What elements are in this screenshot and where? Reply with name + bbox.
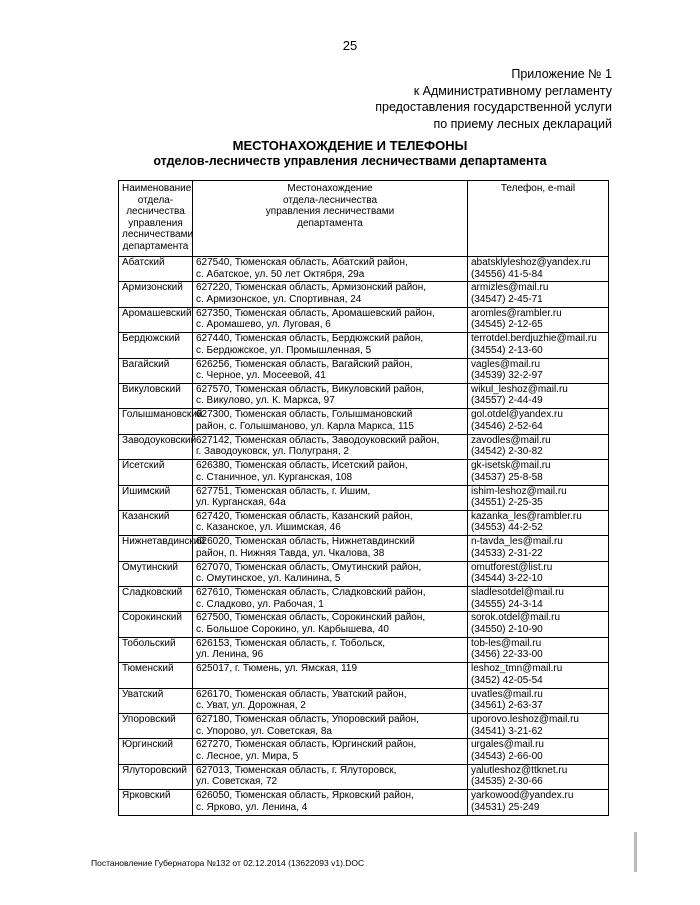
office-address-cell bbox=[193, 434, 468, 459]
office-contact-cell bbox=[468, 510, 609, 535]
office-phone: (34537) 25-8-58 bbox=[471, 471, 543, 483]
office-contact-cell bbox=[468, 333, 609, 358]
office-name: Ишимский bbox=[122, 485, 171, 497]
address-line: 627070, Тюменская область, Омутинский район, bbox=[196, 561, 422, 573]
address-line: ул. Курганская, 64а bbox=[196, 497, 286, 509]
office-address-cell bbox=[193, 460, 468, 485]
office-phone: (34547) 2-45-71 bbox=[471, 293, 543, 305]
office-contact-cell bbox=[468, 714, 609, 739]
office-contact-cell bbox=[468, 663, 609, 688]
annex-header bbox=[292, 66, 612, 132]
address-line: г. Заводоуковск, ул. Полуграня, 2 bbox=[196, 446, 349, 458]
office-phone: (34551) 2-25-35 bbox=[471, 497, 543, 509]
office-email: zavodles@mail.ru bbox=[471, 434, 551, 446]
office-address-cell bbox=[193, 257, 468, 282]
office-name-cell bbox=[119, 333, 193, 358]
address-line: 627420, Тюменская область, Казанский район, bbox=[196, 510, 413, 522]
office-email: uvatles@mail.ru bbox=[471, 688, 543, 700]
office-name: Бердюжский bbox=[122, 333, 180, 345]
address-line: 627180, Тюменская область, Упоровский район, bbox=[196, 714, 419, 726]
table-row bbox=[119, 561, 609, 586]
office-address-cell bbox=[193, 485, 468, 510]
table-row bbox=[119, 764, 609, 789]
document-title: МЕСТОНАХОЖДЕНИЕ И ТЕЛЕФОНЫ bbox=[232, 138, 468, 153]
office-contact-cell bbox=[468, 409, 609, 434]
office-name-cell bbox=[119, 663, 193, 688]
table-row bbox=[119, 409, 609, 434]
table-row bbox=[119, 612, 609, 637]
header-location bbox=[193, 181, 468, 257]
address-line: с. Упорово, ул. Советская, 8а bbox=[196, 725, 332, 737]
address-line: ул. Ленина, 96 bbox=[196, 649, 264, 661]
header-line: Телефон, e-mail bbox=[500, 183, 576, 194]
office-phone: (34553) 44-2-52 bbox=[471, 522, 543, 534]
address-line: 626170, Тюменская область, Уватский район, bbox=[196, 688, 407, 700]
office-name-cell bbox=[119, 460, 193, 485]
table-row bbox=[119, 688, 609, 713]
office-name-cell bbox=[119, 510, 193, 535]
address-line: 627270, Тюменская область, Юргинский район, bbox=[196, 739, 417, 751]
office-email: yalutleshoz@ttknet.ru bbox=[471, 764, 568, 776]
table-row bbox=[119, 663, 609, 688]
address-line: ул. Советская, 72 bbox=[196, 776, 278, 788]
office-contact-cell bbox=[468, 536, 609, 561]
office-name-cell bbox=[119, 688, 193, 713]
office-email: ishim-leshoz@mail.ru bbox=[471, 485, 567, 497]
office-email: n-tavda_les@mail.ru bbox=[471, 536, 563, 548]
address-line: с. Большое Сорокино, ул. Карбышева, 40 bbox=[196, 623, 389, 635]
table-row bbox=[119, 739, 609, 764]
address-line: 627500, Тюменская область, Сорокинский район, bbox=[196, 612, 426, 624]
office-name: Упоровский bbox=[122, 714, 176, 726]
office-contact-cell bbox=[468, 688, 609, 713]
header-line: Местонахождение bbox=[287, 183, 373, 194]
address-line: 626050, Тюменская область, Ярковский район, bbox=[196, 790, 414, 802]
office-email: uporovo.leshoz@mail.ru bbox=[471, 714, 579, 726]
address-line: район, п. Нижняя Тавда, ул. Чкалова, 38 bbox=[196, 547, 385, 559]
address-line: район, с. Голышманово, ул. Карла Маркса, 115 bbox=[196, 420, 414, 432]
header-line: отдела-лесничества bbox=[283, 194, 377, 206]
office-email: urgales@mail.ru bbox=[471, 739, 544, 751]
page-number: 25 bbox=[342, 38, 358, 53]
address-line: с. Лесное, ул. Мира, 5 bbox=[196, 750, 299, 762]
office-email: tob-les@mail.ru bbox=[471, 637, 542, 649]
annex-line-3: предоставления государственной услуги bbox=[375, 100, 612, 114]
office-name-cell bbox=[119, 790, 193, 815]
office-contact-cell bbox=[468, 561, 609, 586]
table-row bbox=[119, 637, 609, 662]
office-email: sorok.otdel@mail.ru bbox=[471, 612, 561, 624]
address-line: с. Сладково, ул. Рабочая, 1 bbox=[196, 598, 324, 610]
office-email: omutforest@list.ru bbox=[471, 561, 553, 573]
office-name: Вагайский bbox=[122, 358, 170, 370]
office-name: Юргинский bbox=[122, 739, 173, 751]
office-name-cell bbox=[119, 282, 193, 307]
office-address-cell bbox=[193, 764, 468, 789]
office-address-cell bbox=[193, 282, 468, 307]
address-line: 627610, Тюменская область, Сладковский район, bbox=[196, 587, 426, 599]
address-line: 627350, Тюменская область, Аромашевский район, bbox=[196, 307, 435, 319]
office-name: Тюменский bbox=[122, 663, 174, 675]
office-email: yarkowood@yandex.ru bbox=[471, 790, 574, 802]
office-phone: (34533) 2-31-22 bbox=[471, 547, 543, 559]
office-phone: (34535) 2-30-66 bbox=[471, 776, 543, 788]
address-line: 627751, Тюменская область, г. Ишим, bbox=[196, 485, 371, 497]
office-name-cell bbox=[119, 561, 193, 586]
office-name-cell bbox=[119, 307, 193, 332]
office-contact-cell bbox=[468, 434, 609, 459]
office-address-cell bbox=[193, 510, 468, 535]
office-name-cell bbox=[119, 637, 193, 662]
header-name bbox=[119, 181, 193, 257]
office-phone: (3456) 22-33-00 bbox=[471, 649, 543, 661]
office-name: Абатский bbox=[122, 257, 165, 268]
office-email: gk-isetsk@mail.ru bbox=[471, 460, 551, 472]
office-name-cell bbox=[119, 764, 193, 789]
office-name-cell bbox=[119, 383, 193, 408]
office-contact-cell bbox=[468, 587, 609, 612]
address-line: с. Армизонское, ул. Спортивная, 24 bbox=[196, 293, 362, 305]
office-phone: (34544) 3-22-10 bbox=[471, 573, 543, 585]
office-email: wikul_leshoz@mail.ru bbox=[471, 383, 568, 395]
table-header-row bbox=[119, 181, 609, 257]
office-contact-cell bbox=[468, 307, 609, 332]
table-row bbox=[119, 434, 609, 459]
office-name: Ялуторовский bbox=[122, 764, 187, 776]
office-phone: (34561) 2-63-37 bbox=[471, 700, 543, 712]
table-row bbox=[119, 714, 609, 739]
table-row bbox=[119, 587, 609, 612]
office-email: abatsklyleshoz@yandex.ru bbox=[471, 257, 591, 268]
table-row bbox=[119, 358, 609, 383]
office-address-cell bbox=[193, 307, 468, 332]
header-line: Наименование bbox=[122, 183, 192, 194]
address-line: с. Ярково, ул. Ленина, 4 bbox=[196, 801, 308, 813]
header-line: департамента bbox=[297, 217, 363, 229]
office-contact-cell bbox=[468, 257, 609, 282]
office-name: Армизонский bbox=[122, 282, 183, 294]
office-email: kazanka_les@rambler.ru bbox=[471, 510, 582, 522]
office-name: Исетский bbox=[122, 460, 165, 472]
address-line: с. Аромашево, ул. Луговая, 6 bbox=[196, 319, 331, 331]
table-row bbox=[119, 460, 609, 485]
document-footer: Постановление Губернатора №132 от 02.12.2014 (13622093 v1).DOC bbox=[91, 858, 365, 868]
address-line: с. Станичное, ул. Курганская, 108 bbox=[196, 471, 353, 483]
office-address-cell bbox=[193, 383, 468, 408]
office-phone: (34554) 2-13-60 bbox=[471, 344, 543, 356]
table-row bbox=[119, 257, 609, 282]
office-name-cell bbox=[119, 485, 193, 510]
office-name: Сладковский bbox=[122, 587, 183, 599]
office-name-cell bbox=[119, 612, 193, 637]
office-name: Викуловский bbox=[122, 383, 181, 395]
address-line: с. Бердюжское, ул. Промышленная, 5 bbox=[196, 344, 372, 356]
office-contact-cell bbox=[468, 739, 609, 764]
office-address-cell bbox=[193, 333, 468, 358]
table-row bbox=[119, 282, 609, 307]
address-line: 627220, Тюменская область, Армизонский район, bbox=[196, 282, 427, 294]
table-row bbox=[119, 790, 609, 815]
office-name: Нижнетавдинский bbox=[122, 536, 205, 548]
office-name-cell bbox=[119, 714, 193, 739]
office-phone: (34541) 3-21-62 bbox=[471, 725, 543, 737]
office-contact-cell bbox=[468, 790, 609, 815]
office-contact-cell bbox=[468, 282, 609, 307]
office-name: Тобольский bbox=[122, 637, 176, 649]
office-phone: (34531) 25-249 bbox=[471, 801, 540, 813]
address-line: 627142, Тюменская область, Заводоуковский район, bbox=[196, 434, 440, 446]
office-name: Голышмановский bbox=[122, 409, 203, 421]
office-address-cell bbox=[193, 714, 468, 739]
office-address-cell bbox=[193, 739, 468, 764]
header-line: отдела- bbox=[137, 194, 174, 206]
header-contact bbox=[468, 181, 609, 257]
address-line: с. Викулово, ул. К. Маркса, 97 bbox=[196, 395, 335, 407]
forestry-offices-table bbox=[118, 180, 609, 816]
office-name: Казанский bbox=[122, 510, 170, 522]
header-line: лесничества bbox=[126, 206, 185, 217]
office-contact-cell bbox=[468, 485, 609, 510]
office-address-cell bbox=[193, 790, 468, 815]
header-line: лесничествами bbox=[122, 229, 194, 240]
office-email: armizles@mail.ru bbox=[471, 282, 549, 294]
address-line: с. Черное, ул. Мосеевой, 41 bbox=[196, 370, 326, 382]
office-name: Заводоуковский bbox=[122, 434, 197, 446]
address-line: 626020, Тюменская область, Нижнетавдинский bbox=[196, 536, 415, 548]
table-row bbox=[119, 536, 609, 561]
office-name: Ярковский bbox=[122, 790, 171, 802]
address-line: 625017, г. Тюмень, ул. Ямская, 119 bbox=[196, 663, 358, 675]
office-phone: (34539) 32-2-97 bbox=[471, 370, 543, 382]
office-phone: (34556) 41-5-84 bbox=[471, 268, 543, 280]
office-address-cell bbox=[193, 663, 468, 688]
office-contact-cell bbox=[468, 612, 609, 637]
table-row bbox=[119, 510, 609, 535]
annex-line-2: к Административному регламенту bbox=[413, 83, 612, 98]
table-row bbox=[119, 307, 609, 332]
address-line: 626380, Тюменская область, Исетский район, bbox=[196, 460, 408, 472]
office-contact-cell bbox=[468, 460, 609, 485]
office-email: leshoz_tmn@mail.ru bbox=[471, 663, 563, 675]
office-name: Уватский bbox=[122, 688, 164, 700]
address-line: 627570, Тюменская область, Викуловский район, bbox=[196, 383, 425, 395]
address-line: 627013, Тюменская область, г. Ялуторовск, bbox=[196, 764, 397, 776]
office-name-cell bbox=[119, 739, 193, 764]
office-address-cell bbox=[193, 536, 468, 561]
annex-line-1: Приложение № 1 bbox=[511, 67, 612, 81]
office-name-cell bbox=[119, 409, 203, 434]
address-line: 626256, Тюменская область, Вагайский район, bbox=[196, 358, 413, 370]
office-phone: (34550) 2-10-90 bbox=[471, 623, 543, 635]
office-name-cell bbox=[119, 358, 193, 383]
office-address-cell bbox=[193, 358, 468, 383]
office-name: Аромашевский bbox=[122, 307, 192, 319]
document-subtitle: отделов-лесничеств управления лесничествами департамента bbox=[153, 154, 547, 168]
office-email: sladlesotdel@mail.ru bbox=[471, 587, 564, 599]
table-row bbox=[119, 333, 609, 358]
scan-edge-mark bbox=[634, 832, 637, 872]
office-phone: (34542) 2-30-82 bbox=[471, 446, 543, 458]
header-line: управления bbox=[128, 217, 183, 229]
table-row bbox=[119, 383, 609, 408]
office-address-cell bbox=[193, 409, 468, 434]
table-body bbox=[119, 257, 609, 816]
office-address-cell bbox=[193, 587, 468, 612]
office-name-cell bbox=[119, 587, 193, 612]
address-line: 627440, Тюменская область, Бердюжский район, bbox=[196, 333, 424, 345]
address-line: с. Уват, ул. Дорожная, 2 bbox=[196, 700, 306, 712]
address-line: 627300, Тюменская область, Голышмановский bbox=[196, 409, 413, 421]
office-address-cell bbox=[193, 688, 468, 713]
address-line: 627540, Тюменская область, Абатский район, bbox=[196, 257, 408, 268]
office-phone: (34545) 2-12-65 bbox=[471, 319, 543, 331]
office-contact-cell bbox=[468, 637, 609, 662]
office-name-cell bbox=[119, 434, 197, 459]
table-row bbox=[119, 485, 609, 510]
office-name: Омутинский bbox=[122, 561, 179, 573]
office-contact-cell bbox=[468, 358, 609, 383]
office-phone: (34543) 2-66-00 bbox=[471, 750, 543, 762]
office-contact-cell bbox=[468, 764, 609, 789]
office-email: vagles@mail.ru bbox=[471, 358, 541, 370]
office-name-cell bbox=[119, 257, 193, 282]
address-line: с. Казанское, ул. Ишимская, 46 bbox=[196, 522, 341, 534]
office-email: terrotdel.berdjuzhie@mail.ru bbox=[471, 333, 597, 345]
office-email: gol.otdel@yandex.ru bbox=[471, 409, 563, 421]
office-phone: (34557) 2-44-49 bbox=[471, 395, 543, 407]
office-address-cell bbox=[193, 561, 468, 586]
office-phone: (34546) 2-52-64 bbox=[471, 420, 543, 432]
office-email: aromles@rambler.ru bbox=[471, 307, 562, 319]
office-contact-cell bbox=[468, 383, 609, 408]
office-name: Сорокинский bbox=[122, 612, 182, 624]
office-address-cell bbox=[193, 612, 468, 637]
office-phone: (3452) 42-05-54 bbox=[471, 674, 543, 686]
header-line: управления лесничествами bbox=[265, 206, 395, 217]
office-address-cell bbox=[193, 637, 468, 662]
office-name-cell bbox=[119, 536, 205, 561]
annex-line-4: по приему лесных деклараций bbox=[433, 116, 612, 131]
address-line: с. Абатское, ул. 50 лет Октября, 29а bbox=[196, 268, 365, 280]
header-line: департамента bbox=[122, 240, 189, 252]
address-line: с. Омутинское, ул. Калинина, 5 bbox=[196, 573, 341, 585]
address-line: 626153, Тюменская область, г. Тобольск, bbox=[196, 637, 386, 649]
office-phone: (34555) 24-3-14 bbox=[471, 598, 543, 610]
